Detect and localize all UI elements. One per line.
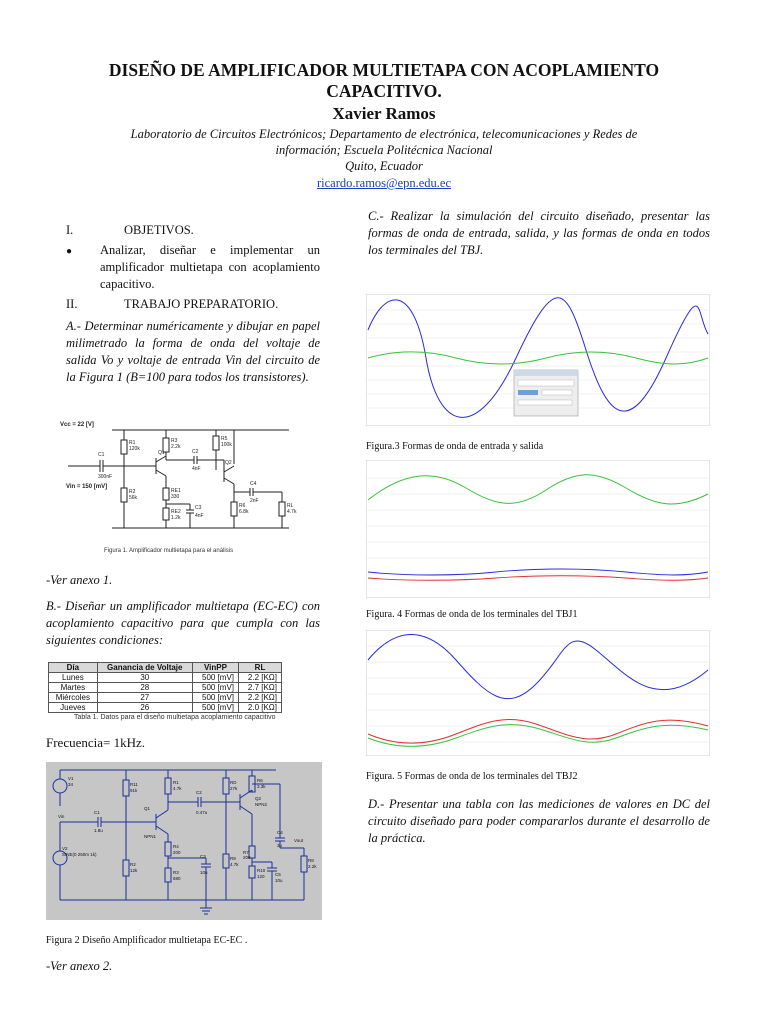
fig2-r4-value: 200 bbox=[173, 850, 181, 855]
fig2-q1-value: NPN1 bbox=[144, 834, 157, 839]
figure-4-waveform-plot bbox=[366, 460, 710, 598]
table-cell: 500 [mV] bbox=[192, 693, 238, 703]
fig2-r7-label: R7 bbox=[243, 850, 249, 855]
table-cell: 28 bbox=[97, 683, 192, 693]
table-cell: Martes bbox=[49, 683, 98, 693]
fig2-r1-label: R1 bbox=[173, 780, 179, 785]
fig2-q1-label: Q1 bbox=[144, 806, 151, 811]
fig2-r3-value: 680 bbox=[173, 876, 181, 881]
fig2-v2-value: SINE(0 250m 1k) bbox=[62, 852, 97, 857]
fig2-r2-value: 12k bbox=[130, 868, 138, 873]
table-row bbox=[49, 683, 282, 693]
table-cell: 30 bbox=[97, 673, 192, 683]
fig1-r2-value: 56k bbox=[129, 495, 138, 501]
objective-bullet bbox=[66, 242, 320, 293]
fig1-r5-label: R5 bbox=[221, 436, 228, 442]
fig2-v2-label: V2 bbox=[62, 846, 68, 851]
fig2-c3-label: C3 bbox=[200, 854, 206, 859]
part-d-text: D.- Presentar una tabla con las mediciones de valores en DC del circuito diseñado para poder compararlos durante el desarrollo de la práctica. bbox=[368, 797, 710, 845]
table-header: RL bbox=[239, 663, 282, 673]
fig2-r7-value: 200 bbox=[243, 855, 251, 860]
fig2-r6-label: R6 bbox=[257, 778, 263, 783]
anexo-2: -Ver anexo 2. bbox=[46, 959, 113, 973]
fig2-c1-value: 1.8u bbox=[94, 828, 103, 833]
fig2-r8-label: R8 bbox=[308, 858, 314, 863]
fig1-re2-value: 1.2k bbox=[171, 515, 181, 521]
fig1-r6-label: R6 bbox=[239, 503, 246, 509]
fig1-r5-value: 100k bbox=[221, 442, 232, 448]
affiliation bbox=[100, 126, 668, 174]
section-number: II. bbox=[66, 297, 78, 311]
fig1-r1-label: R1 bbox=[129, 440, 136, 446]
fig2-r11-label: R11 bbox=[130, 782, 138, 787]
table-header: VinPP bbox=[192, 663, 238, 673]
table-cell: 500 [mV] bbox=[192, 703, 238, 713]
table-header-row bbox=[49, 663, 282, 673]
fig2-vout-label: Vout bbox=[294, 838, 304, 843]
figure-2-caption: Figura 2 Diseño Amplificador multietapa EC-EC . bbox=[46, 935, 248, 946]
conditions-table bbox=[48, 662, 282, 721]
bullet-text: Analizar, diseñar e implementar un amplificador multietapa con acoplamiento capacitivo. bbox=[100, 243, 320, 291]
table-row bbox=[49, 693, 282, 703]
fig1-r3-value: 2.2k bbox=[171, 444, 181, 450]
fig2-q2-label: Q2 bbox=[255, 796, 262, 801]
figure-1-schematic bbox=[54, 416, 320, 558]
table-cell: 500 [mV] bbox=[192, 683, 238, 693]
fig2-r4-label: R4 bbox=[173, 844, 179, 849]
fig2-v1-value: 34 bbox=[68, 782, 74, 787]
fig2-r9-value: 4.7k bbox=[230, 862, 239, 867]
fig2-q2-value: NPN2 bbox=[255, 802, 268, 807]
figure-3-waveform-plot bbox=[366, 294, 710, 426]
fig1-c1-value: 300nF bbox=[98, 474, 113, 480]
fig1-c1-label: C1 bbox=[98, 452, 105, 458]
fig1-vcc-label: Vcc = 22 [V] bbox=[60, 422, 94, 428]
fig1-c3-value: 4nF bbox=[195, 513, 204, 519]
fig1-c4-value: 2nF bbox=[250, 498, 259, 504]
fig2-v1-label: V1 bbox=[68, 776, 74, 781]
fig1-q2-label: Q2 bbox=[225, 460, 232, 466]
figure-2-schematic bbox=[46, 762, 322, 920]
table-cell: 2.2 [KΩ] bbox=[239, 673, 282, 683]
table-cell: Jueves bbox=[49, 703, 98, 713]
table-row bbox=[49, 703, 282, 713]
fig2-r8-value: 2.2k bbox=[308, 864, 317, 869]
part-b-text: B.- Diseñar un amplificador multietapa (EC-EC) con acoplamiento capacitivo para que cumpla con las siguientes condiciones: bbox=[46, 599, 320, 647]
fig1-r6-value: 6.8k bbox=[239, 509, 249, 515]
fig2-r6-value: 3.3k bbox=[257, 784, 266, 789]
bullet-icon: ● bbox=[66, 246, 73, 257]
figure-5-caption: Figura. 5 Formas de onda de los terminales del TBJ2 bbox=[366, 771, 578, 782]
fig2-r10-value: 120 bbox=[257, 874, 265, 879]
figure-5-waveform-plot bbox=[366, 630, 710, 756]
part-a-text: A.- Determinar numéricamente y dibujar en papel milimetrado la forma de onda del voltaje de salida Vo y voltaje de entrada Vin del circuito de la Figura 1 (B=100 para todos los transistores). bbox=[66, 319, 320, 384]
section-heading bbox=[66, 296, 320, 313]
frequency-text: Frecuencia= 1kHz. bbox=[46, 735, 146, 750]
table-header: Ganancia de Voltaje bbox=[97, 663, 192, 673]
affiliation-line: Quito, Ecuador bbox=[345, 159, 423, 173]
fig1-c2-label: C2 bbox=[192, 449, 199, 455]
fig1-r1-value: 120k bbox=[129, 446, 140, 452]
table-cell: 2.0 [KΩ] bbox=[239, 703, 282, 713]
section-number: I. bbox=[66, 223, 74, 237]
fig1-q1-label: Q1 bbox=[158, 450, 165, 456]
fig1-c4-label: C4 bbox=[250, 481, 257, 487]
figure-3-caption: Figura.3 Formas de onda de entrada y salida bbox=[366, 441, 544, 452]
affiliation-line: información; Escuela Politécnica Nacional bbox=[275, 143, 493, 157]
fig1-c2-value: 4nF bbox=[192, 466, 201, 472]
figure-4-caption: Figura. 4 Formas de onda de los terminales del TBJ1 bbox=[366, 609, 578, 620]
fig2-r11-value: 91k bbox=[130, 788, 138, 793]
fig1-re2-label: RE2 bbox=[171, 509, 181, 515]
fig2-r2-label: R2 bbox=[130, 862, 136, 867]
fig2-r3-label: R3 bbox=[173, 870, 179, 875]
fig2-c2-label: C2 bbox=[196, 790, 202, 795]
section-heading bbox=[66, 222, 320, 239]
fig1-rl-value: 4.7k bbox=[287, 509, 297, 515]
table-cell: 27 bbox=[97, 693, 192, 703]
table-cell: 2.7 [KΩ] bbox=[239, 683, 282, 693]
fig2-r10-label: R10 bbox=[257, 868, 266, 873]
fig3-dialog-box bbox=[514, 370, 578, 416]
figure-1-caption: Figura 1. Amplificador multietapa para el análisis bbox=[104, 548, 234, 554]
fig1-rl-label: RL bbox=[287, 503, 294, 509]
fig2-c5-value: 10u bbox=[275, 878, 283, 883]
objectives-section bbox=[66, 222, 320, 313]
fig1-vin-label: Vin = 150 [mV] bbox=[66, 484, 108, 490]
fig2-c2-value: 0.47u bbox=[196, 810, 208, 815]
table-cell: Miércoles bbox=[49, 693, 98, 703]
fig1-re1-value: 330 bbox=[171, 494, 180, 500]
table-row bbox=[49, 673, 282, 683]
section-title: TRABAJO PREPARATORIO. bbox=[124, 297, 279, 311]
part-c-text: C.- Realizar la simulación del circuito diseñado, presentar las formas de onda de entrada, salida, y las formas de onda en todos los terminales del TBJ. bbox=[368, 209, 710, 257]
table-caption: Tabla 1. Datos para el diseño multietapa acoplamiento capacitivo bbox=[74, 714, 276, 721]
fig2-r9-label: R9 bbox=[230, 856, 236, 861]
fig1-r2-label: R2 bbox=[129, 489, 136, 495]
author-name: Xavier Ramos bbox=[332, 104, 436, 123]
fig2-r1-value: 4.7k bbox=[173, 786, 182, 791]
table-cell: Lunes bbox=[49, 673, 98, 683]
anexo-1: -Ver anexo 1. bbox=[46, 573, 113, 587]
table-cell: 2.2 [KΩ] bbox=[239, 693, 282, 703]
affiliation-line: Laboratorio de Circuitos Electrónicos; Departamento de electrónica, telecomunicaciones y Redes de bbox=[130, 127, 638, 141]
fig1-r3-label: R3 bbox=[171, 438, 178, 444]
fig2-rd-value: 27k bbox=[230, 786, 238, 791]
fig2-rd-label: RD bbox=[230, 780, 237, 785]
fig1-re1-label: RE1 bbox=[171, 488, 181, 494]
fig2-c4-label: C4 bbox=[277, 830, 283, 835]
fig2-vin-label: Vin bbox=[58, 814, 65, 819]
fig2-c1-label: C1 bbox=[94, 810, 100, 815]
email-link[interactable]: ricardo.ramos@epn.edu.ec bbox=[316, 176, 452, 190]
fig2-c5-label: C5 bbox=[275, 872, 281, 877]
fig2-c4-value: 3u bbox=[277, 843, 283, 848]
table-header: Día bbox=[49, 663, 98, 673]
table-cell: 500 [mV] bbox=[192, 673, 238, 683]
section-title: OBJETIVOS. bbox=[124, 223, 194, 237]
fig2-c3-value: 10u bbox=[200, 870, 208, 875]
fig1-c3-label: C3 bbox=[195, 505, 202, 511]
conditions-table-grid bbox=[48, 662, 282, 713]
table-cell: 26 bbox=[97, 703, 192, 713]
paper-title: DISEÑO DE AMPLIFICADOR MULTIETAPA CON ACOPLAMIENTO CAPACITIVO. bbox=[108, 60, 660, 101]
